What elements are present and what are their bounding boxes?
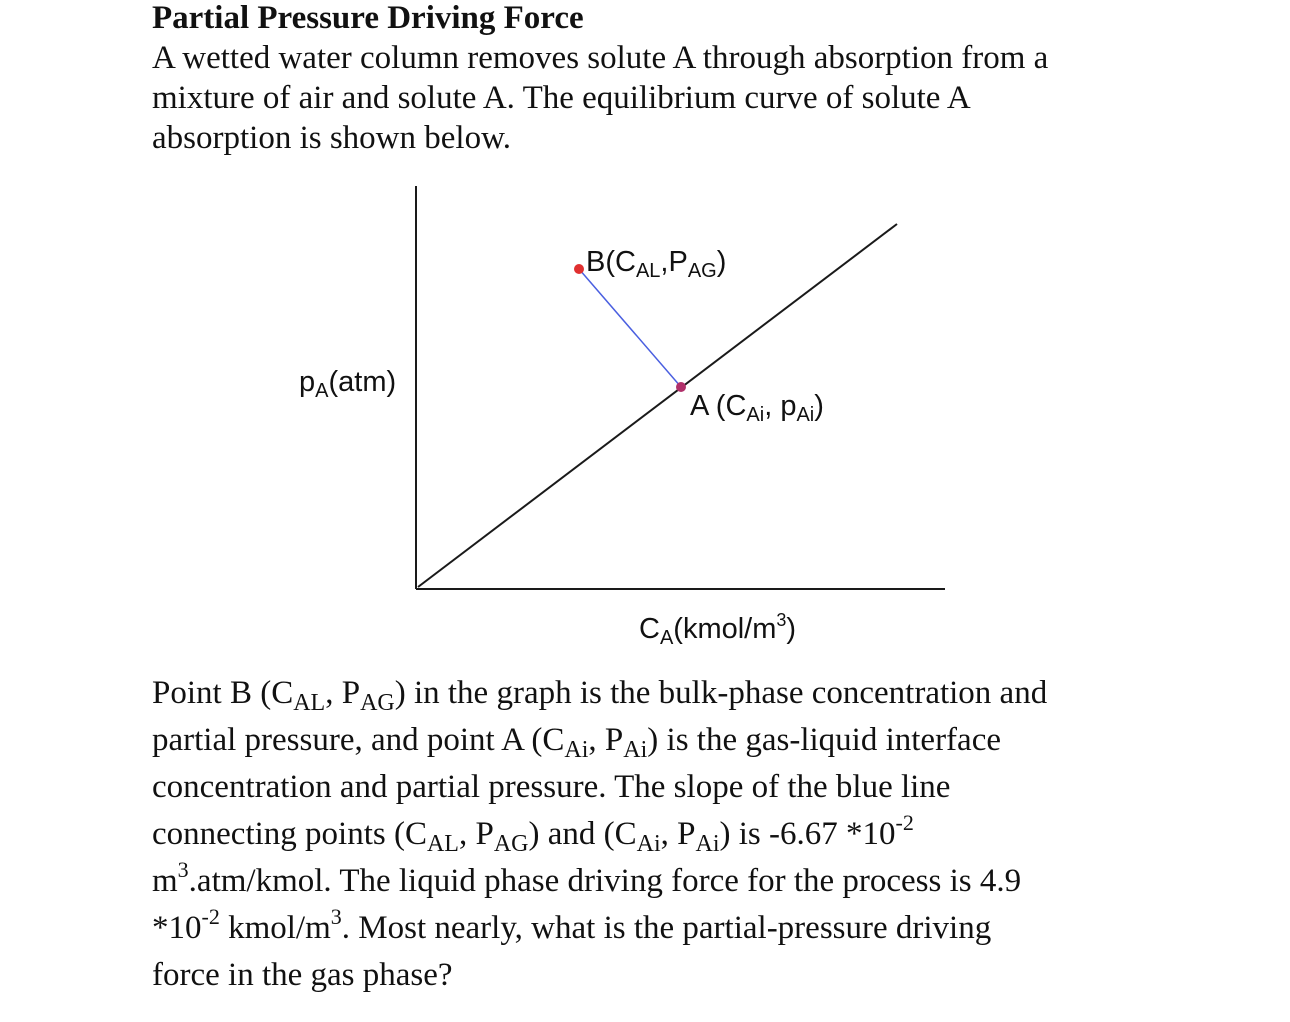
x-axis-label: $C_A(kmol/m^3)$ (639, 610, 797, 649)
problem-paragraph (152, 670, 1152, 999)
y-axis-label: $p_A(atm)$ (299, 366, 397, 402)
intro-line: A wetted water column removes solute A through absorption from a (152, 40, 1049, 76)
problem-line: partial pressure, and point A ($C_{Ai}$, $P_{Ai}$) is the gas-liquid interface (152, 722, 1001, 763)
problem-line: concentration and partial pressure. The slope of the blue line (152, 769, 951, 805)
point-b-marker (574, 264, 584, 274)
problem-line: force in the gas phase? (152, 957, 453, 993)
intro-line: mixture of air and solute A. The equilibrium curve of solute A (152, 80, 971, 116)
intro-line: absorption is shown below. (152, 120, 512, 156)
blue-connecting-line (579, 269, 681, 387)
problem-line: connecting points ($C_{AL}$, $P_{AG}$) and ($C_{Ai}$, $P_{Ai}$) is -6.67 $*10^{-2}$ (152, 810, 914, 857)
problem-line: Point B ($C_{AL}$, $P_{AG}$) in the graph is the bulk-phase concentration and (152, 675, 1048, 716)
problem-line: $*10^{-2}$ kmol/$m^3$. Most nearly, what is the partial-pressure driving (152, 904, 992, 946)
point-a-marker (676, 382, 686, 392)
point-b-label: $B(C_{AL},P_{AG})$ (586, 246, 727, 282)
point-a-label: A ($C_{Ai}$, $p_{Ai}$) (690, 390, 824, 426)
problem-line: $m^3.atm$/kmol. The liquid phase driving force for the process is 4.9 (152, 857, 1022, 899)
page-title: Partial Pressure Driving Force (152, 0, 584, 36)
